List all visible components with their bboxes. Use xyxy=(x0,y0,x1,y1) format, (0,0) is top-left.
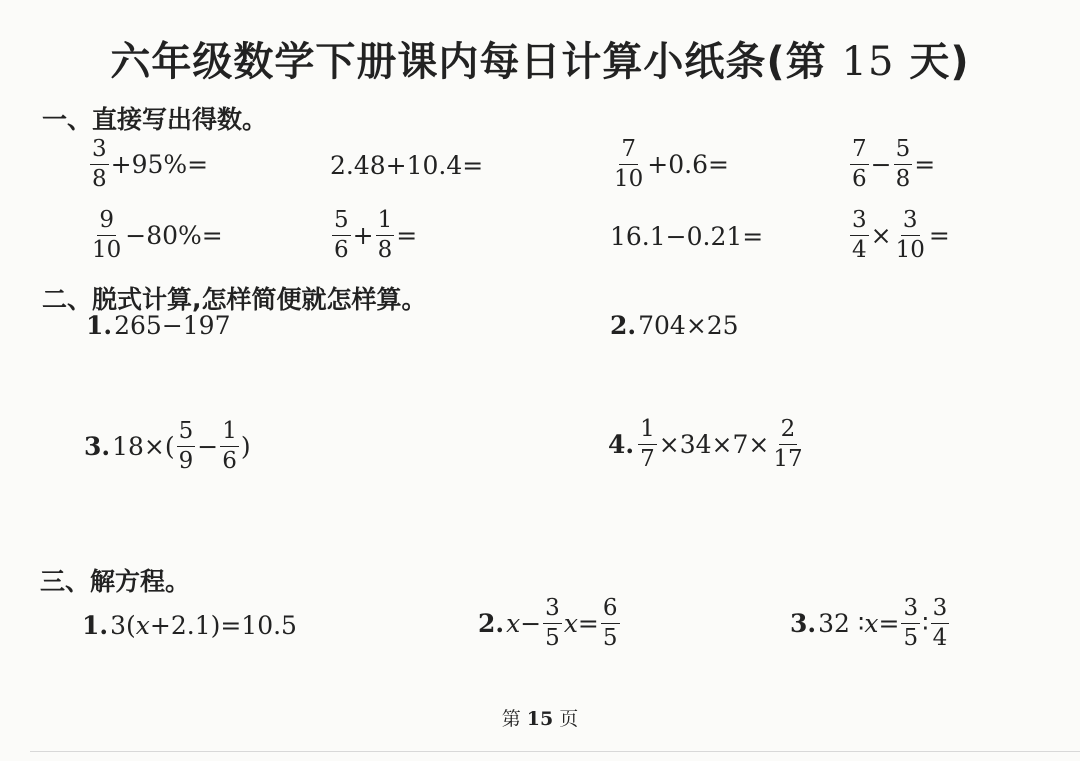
numerator: 7 xyxy=(619,138,638,165)
numerator: 5 xyxy=(894,138,913,165)
numerator: 1 xyxy=(376,209,395,236)
fraction xyxy=(90,138,109,191)
expression-mid: ×34×7× xyxy=(658,430,770,459)
fraction xyxy=(220,420,239,473)
equation-3 xyxy=(790,597,951,650)
equals-sign: = xyxy=(396,221,418,250)
denominator: 10 xyxy=(614,166,644,192)
title-day: 15 xyxy=(841,39,895,85)
question-2 xyxy=(610,313,739,338)
denominator: 6 xyxy=(222,448,237,474)
footer-post: 页 xyxy=(559,708,579,730)
equals-sign: = xyxy=(878,609,900,638)
denominator: 8 xyxy=(895,166,911,192)
question-number: 2. xyxy=(478,609,505,638)
denominator: 8 xyxy=(92,166,107,192)
variable-x: x xyxy=(135,611,150,640)
expression-rest: +0.6= xyxy=(647,150,729,179)
expression-pre: 18×( xyxy=(112,432,175,461)
fraction xyxy=(771,418,804,471)
numerator: 3 xyxy=(90,138,109,165)
section1-heading: 一、直接写出得数。 xyxy=(42,105,268,134)
operator: − xyxy=(197,432,219,461)
question-number: 1. xyxy=(82,611,109,640)
variable-x: x xyxy=(563,609,578,638)
denominator: 6 xyxy=(334,237,349,263)
question-number: 3. xyxy=(790,609,817,638)
fraction xyxy=(601,597,620,650)
expression-post: ) xyxy=(240,432,251,461)
denominator: 5 xyxy=(545,625,560,651)
operator: × xyxy=(870,221,892,250)
expression-text: 704×25 xyxy=(638,311,739,340)
title-text: 六年级数学下册课内每日计算小纸条(第 xyxy=(110,39,827,85)
numerator: 6 xyxy=(601,597,620,624)
numerator: 3 xyxy=(850,209,869,236)
denominator: 10 xyxy=(92,237,122,263)
numerator: 1 xyxy=(638,418,657,445)
numerator: 3 xyxy=(901,597,920,624)
operator: − xyxy=(870,150,892,179)
variable-x: x xyxy=(864,609,879,638)
fraction xyxy=(376,209,395,262)
fraction xyxy=(638,418,657,471)
title-end: 天) xyxy=(909,39,970,85)
fraction xyxy=(332,209,351,262)
equation-2 xyxy=(478,597,622,650)
equation-1 xyxy=(82,613,297,638)
problem-7 xyxy=(610,224,763,249)
equals-sign: = xyxy=(914,150,936,179)
expression-rest: −80%= xyxy=(125,221,223,250)
question-number: 2. xyxy=(610,311,637,340)
expression-pre: 32 ∶ xyxy=(818,609,865,638)
expression-post: +2.1)=10.5 xyxy=(149,611,297,640)
page-title xyxy=(0,30,1080,87)
numerator: 5 xyxy=(177,420,196,447)
problem-5 xyxy=(88,209,223,262)
fraction xyxy=(894,138,913,191)
problem-4 xyxy=(848,138,935,191)
expression-rest: +95%= xyxy=(110,150,209,179)
equals-sign: = xyxy=(577,609,599,638)
expression-text: 2.48+10.4= xyxy=(330,151,484,180)
fraction xyxy=(931,597,950,650)
denominator: 8 xyxy=(377,237,393,263)
denominator: 9 xyxy=(178,448,194,474)
question-4 xyxy=(608,418,807,471)
denominator: 4 xyxy=(852,237,867,263)
expression-text: 265−197 xyxy=(114,311,231,340)
numerator: 1 xyxy=(220,420,239,447)
denominator: 10 xyxy=(895,237,925,263)
problem-8 xyxy=(848,209,950,262)
fraction xyxy=(901,597,920,650)
numerator: 5 xyxy=(332,209,351,236)
denominator: 17 xyxy=(773,446,803,472)
operator: − xyxy=(520,609,542,638)
fraction xyxy=(894,209,927,262)
section3-heading: 三、解方程。 xyxy=(40,567,191,596)
question-1 xyxy=(86,313,231,338)
page-footer xyxy=(0,704,1080,731)
operator: + xyxy=(352,221,374,250)
numerator: 3 xyxy=(901,209,920,236)
question-3 xyxy=(84,420,251,473)
fraction xyxy=(612,138,645,191)
denominator: 7 xyxy=(640,446,655,472)
numerator: 3 xyxy=(543,597,562,624)
fraction xyxy=(177,420,196,473)
ratio-sign: ∶ xyxy=(922,609,929,638)
question-number: 3. xyxy=(84,432,111,461)
problem-2 xyxy=(330,153,483,178)
variable-x: x xyxy=(506,609,521,638)
bottom-divider xyxy=(30,751,1080,752)
question-number: 1. xyxy=(86,311,113,340)
denominator: 6 xyxy=(852,166,867,192)
numerator: 9 xyxy=(97,209,116,236)
denominator: 5 xyxy=(602,625,618,651)
denominator: 4 xyxy=(932,625,948,651)
equals-sign: = xyxy=(928,221,950,250)
numerator: 3 xyxy=(931,597,950,624)
fraction xyxy=(90,209,123,262)
numerator: 2 xyxy=(779,418,798,445)
question-number: 4. xyxy=(608,430,635,459)
expression-pre: 3( xyxy=(110,611,136,640)
footer-pre: 第 xyxy=(501,708,521,730)
fraction xyxy=(543,597,562,650)
expression-text: 16.1−0.21= xyxy=(610,222,764,251)
section2-heading: 二、脱式计算,怎样简便就怎样算。 xyxy=(42,285,427,314)
problem-1 xyxy=(88,138,208,191)
numerator: 7 xyxy=(850,138,869,165)
problem-6 xyxy=(330,209,417,262)
problem-3 xyxy=(610,138,729,191)
page-number: 15 xyxy=(526,708,554,730)
fraction xyxy=(850,209,869,262)
denominator: 5 xyxy=(903,625,919,651)
fraction xyxy=(850,138,869,191)
